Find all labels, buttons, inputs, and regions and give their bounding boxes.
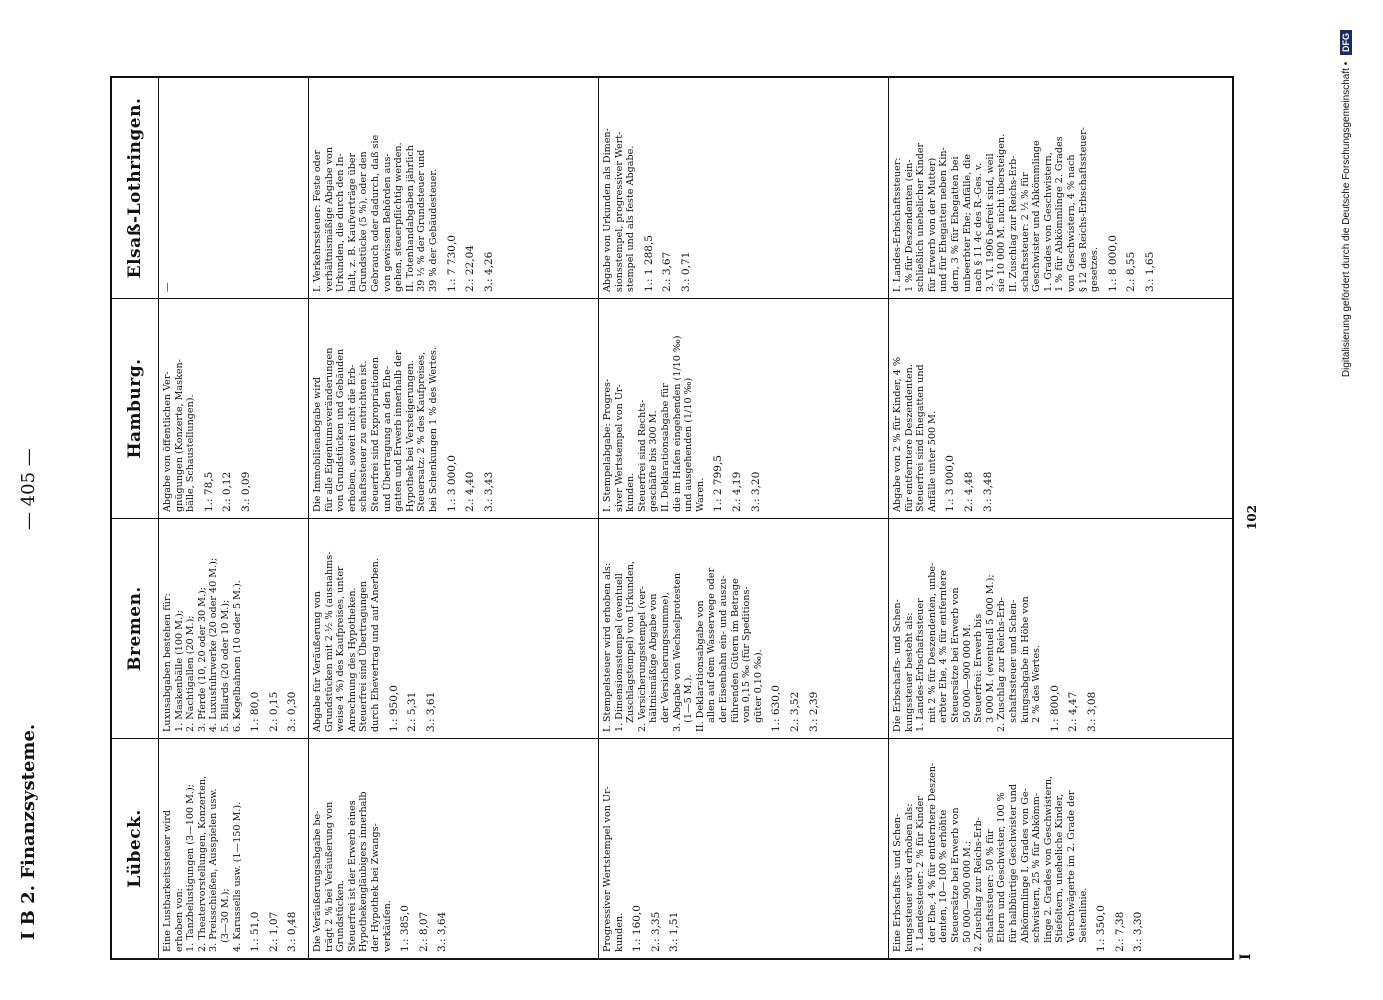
cell-figure: 1.: 2 799,5 (712, 455, 725, 512)
cell-figure: 1.: 160,0 (631, 905, 644, 952)
cell-text: I. Stempelabgabe: Progres- siver Wertstempel von Ur- kunden. Steuerfrei sind Rechts- geschäfte bis 300 M. II. Deklarationsabgabe für die im Hafen eingehenden (1/10 ‰) und ausgehenden (1/10 ‰) Waren. (602, 335, 706, 512)
table-cell (888, 519, 1232, 738)
cell-figure: 2.: 1,07 (267, 911, 280, 952)
cell-figure: 3.: 3,30 (1132, 911, 1145, 952)
cell-figure: 3.: 0,09 (239, 471, 252, 512)
cell-text: Die Erbschafts- und Schen- kungssteuer besteht als: 1. Landes-Erbschaftssteuer mit 2 % für Deszendenten, unbe- erbter Ehe, 4 % für entferntere Steuersätze bei Erwerb von 50 000—900 000 M. Steuerfrei: Erwerb bis 3 000 M. (eventuell 5 000 M.); 2. Zuschlag zur Reichs-Erb- schaftssteuer und Schen- kungsabgabe in Höhe von 2 % des Wertes. (892, 562, 1043, 732)
dfg-logo: DFG (1340, 30, 1352, 55)
cell-figure: 1.: 51,0 (249, 911, 262, 952)
cell-text: Abgabe von öffentlichen Ver- gnügungen (Konzerte, Masken- bälle, Schaustellungen). (162, 359, 197, 512)
cell-text: Abgabe für Veräußerung von Grundstücken mit 2 ½ % (ausnahms- weise 4 %) des Kaufpreises, unter Anrechnung des Hypotheken. Steuerfrei sind Übertragungen durch Ehevertrag und auf Anerben. (312, 551, 381, 732)
cell-figure: 3.: 1,65 (1143, 251, 1156, 292)
table-cell (598, 519, 888, 738)
cell-figure: 1.: 800,0 (1048, 685, 1061, 732)
cell-text: — (162, 282, 173, 292)
table-cell (308, 739, 598, 958)
cell-figure: 1.: 385,0 (399, 905, 412, 952)
cell-text: I. Landes-Erbschaftssteuer: 1 % für Deszendenten (ein- schließlich unehelicher Kinder für Erwerb von der Mutter) und für Ehegatten neben Kin- dern, 3 % für Ehegatten bei unbeerbter Ehe; Anfälle, die nach § 11 4c des R.-Ges. v. 3. VI. 1906 befreit sind, weil sie 10 000 M. nicht übersteigen. II. Zuschlag zur Reichs-Erb- schaftssteuer: 2 ½ % für Geschwister und Abkömmlinge 1. Grades von Geschwistern, 1 % für Abkömmlinge 2. Grades von Geschwistern, 4 % nach § 12 des Reichs-Erbschaftssteuer- gesetzes. (892, 127, 1101, 292)
cell-figure: 1.: 1 288,5 (642, 235, 655, 292)
cell-figure: 1.: 3 000,0 (445, 455, 458, 512)
cell-text: Die Veräußerungsabgabe be- trägt 2 % bei Veräußerung von Grundstücken. Steuerfrei ist der Erwerb eines Hypothekengläubigers innerhalb der Hypothek bei Zwangs- verkäufen. (312, 791, 393, 952)
cell-figure: 1.: 350,0 (1095, 905, 1108, 952)
cell-text: Progressiver Wertstempel von Ur- kunden. (602, 786, 625, 952)
cell-text: Abgabe von Urkunden als Dimen- sionsstempel, progressiver Wert- stempel und als feste Abgabe. (602, 128, 637, 292)
column-header: Bremen. (112, 519, 159, 738)
cell-figure: 1.: 78,5 (202, 471, 215, 512)
column-header: Lübeck. (112, 739, 159, 958)
cell-figure: 2.: 8,55 (1125, 251, 1138, 292)
table-cell (598, 739, 888, 958)
cell-figure: 3.: 3,08 (1085, 691, 1098, 732)
column-0 (112, 738, 1232, 958)
column-header: Elsaß-Lothringen. (112, 78, 159, 298)
cell-text: Eine Erbschafts- und Schen- kungssteuer wird erhoben als: 1. Landessteuer: 2 % für Kinder der Ehe, 4 % für entferntere Deszen- denten, 10—100 % erhöhte Steuersätze bei Erwerb von 50 000—900 000 M.; 2. Zuschlag zur Reichs-Erb- schaftssteuer: 50 % für Eltern und Geschwister, 100 % für halbbürtige Geschwister und Abkömmlinge I. Grades von Ge- schwistern, 25 % für Abkömm- linge 2. Grades von Geschwistern, Stiefeltern, uneheliche Kinder, Verschwägerte im 2. Grade der Seitenlinie. (892, 762, 1089, 952)
cell-text: Abgabe von 2 % für Kinder, 4 % für entferntere Deszendenten. Steuerfrei sind Ehegatten und Anfälle unter 500 M. (892, 356, 938, 512)
cell-figure: 3.: 3,64 (436, 911, 449, 952)
table-cell (158, 78, 308, 298)
cell-figure: 3.: 0,48 (286, 911, 299, 952)
column-2 (112, 298, 1232, 518)
cell-figure: 3.: 0,71 (679, 251, 692, 292)
tax-table (110, 76, 1234, 960)
digitization-credit (1340, 30, 1352, 930)
table-cell (158, 739, 308, 958)
section-heading: I B 2. Finanzsysteme. (18, 723, 39, 940)
cell-figure: 1.: 950,0 (387, 685, 400, 732)
credit-text: Digitalisierung gefördert durch die Deutsche Forschungsgemeinschaft • (1341, 61, 1352, 378)
table-cell (598, 78, 888, 298)
page-number-top: — 405 — (18, 448, 39, 530)
cell-figure: 1.: 3 000,0 (944, 455, 957, 512)
cell-figure: 2.: 3,52 (788, 691, 801, 732)
column-header: Hamburg. (112, 299, 159, 518)
cell-figure: 1.: 8 000,0 (1106, 235, 1119, 292)
cell-figure: 2.: 4,19 (730, 471, 743, 512)
cell-figure: 2.: 0,15 (267, 691, 280, 732)
cell-figure: 3.: 3,43 (482, 471, 495, 512)
cell-figure: 2.: 3,67 (661, 251, 674, 292)
cell-figure: 2.: 8,07 (417, 911, 430, 952)
cell-figure: 1.: 630,0 (770, 685, 783, 732)
cell-figure: 1.: 80,0 (249, 691, 262, 732)
cell-figure: 1.: 7 730,0 (445, 235, 458, 292)
column-3 (112, 78, 1232, 298)
cell-figure: 3.: 0,30 (286, 691, 299, 732)
cell-text: Luxusabgaben bestehen für: 1. Maskenbälle (100 M.); 2. Nachtigallen (20 M.); 3. Pferde (10, 20 oder 30 M.); 4. Luxusfuhrwerke (20 oder 40 M.); 5. Billards (20 oder 10 M.); 6. Kegelbahnen (10 oder 5 M.). (162, 557, 243, 732)
table-cell (308, 519, 598, 738)
table-cell (598, 299, 888, 518)
cell-figure: 3.: 3,20 (749, 471, 762, 512)
cell-figure: 2.: 4,48 (962, 471, 975, 512)
cell-figure: 3.: 3,61 (424, 691, 437, 732)
column-1 (112, 518, 1232, 738)
cell-figure: 3.: 1,51 (668, 911, 681, 952)
table-cell (888, 739, 1232, 958)
table-cell (308, 299, 598, 518)
cell-figure: 2.: 3,35 (649, 911, 662, 952)
cell-figure: 3.: 2,39 (807, 691, 820, 732)
table-cell (158, 519, 308, 738)
page-number-bottom: 102 (1245, 504, 1259, 530)
cell-figure: 2.: 0,12 (221, 471, 234, 512)
cell-figure: 2.: 7,38 (1113, 911, 1126, 952)
table-cell (308, 78, 598, 298)
cell-text: I. Stempelsteuer wird erhoben als: 1. Dimensionsstempel (eventuell Zuschlagstempel) von Urkunden, 2. Versicherungsstempel (ver- hältnismäßige Abgabe von der Versicherungssumme), 3. Abgabe von Wechselprotesten (1—5 M.). II. Deklarationsabgabe von allen auf dem Wasserwege oder der Eisenbahn ein- und auszu- führenden Gütern im Betrage von 0,15 ‰ (für Speditions- güter 0,10 ‰). (602, 561, 764, 732)
cell-figure: 2.: 4,40 (464, 471, 477, 512)
cell-figure: 3.: 3,48 (981, 471, 994, 512)
table-cell (158, 299, 308, 518)
cell-text: I. Verkehrssteuer: Feste oder verhältnismäßige Abgabe von Urkunden, die durch den In- halt, z. B. Kaufverträge über Grundstücke (5 %), oder den Gebrauch oder dadurch, daß sie von gewissen Behörden aus- gehen, steuerpflichtig werden. II. Totenhandabgaben jährlich 39 ⅓ % der Grundsteuer und 39 % der Gebäudesteuer. (312, 134, 439, 292)
margin-mark: I (1238, 953, 1254, 960)
cell-text: Die Immobilienabgabe wird für alle Eigentumsveränderungen von Grundstücken und Gebäuden erhoben, soweit nicht die Erb- schaftssteuer zu entrichten ist. Steuerfrei sind Expropriationen und Übertragung an den Ehe- gatten und Erwerb innerhalb der Hypothek bei Versteigerungen. Steuersatz: 2 % des Kaufpreises, bei Schenkungen 1 % des Wertes. (312, 346, 439, 512)
table-cell (888, 299, 1232, 518)
cell-text: Eine Lustbarkeitssteuer wird erhoben von: 1. Tanzbelustigungen (3—100 M.); 2. Theatervorstellungen, Konzerten, 3. Preisschießen, Ausspielen usw. (3—30 M.); 4. Karussells usw. (1—150 M.). (162, 775, 243, 952)
cell-figure: 3.: 4,26 (482, 251, 495, 292)
cell-figure: 2.: 22,04 (464, 245, 477, 292)
table-cell (888, 78, 1232, 298)
cell-figure: 2.: 4,47 (1067, 691, 1080, 732)
cell-figure: 2.: 5,31 (406, 691, 419, 732)
